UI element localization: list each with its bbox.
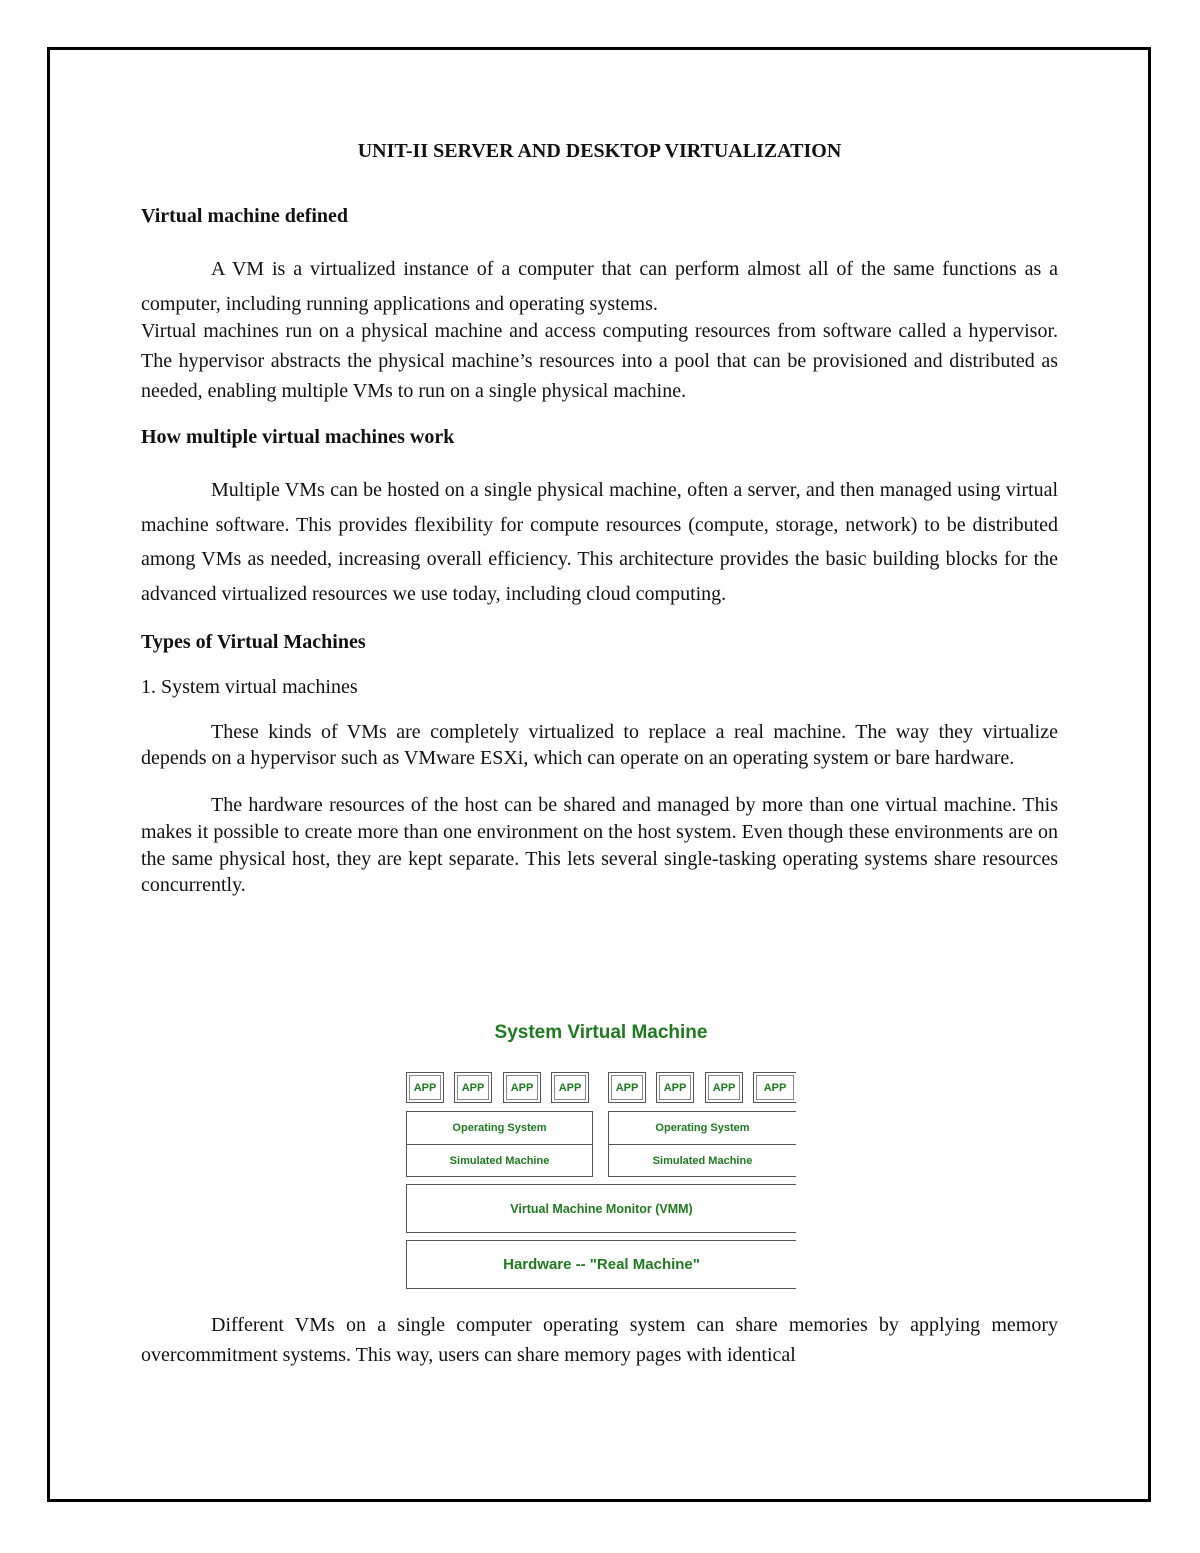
- app-box: APP: [551, 1072, 589, 1103]
- app-box: APP: [608, 1072, 646, 1103]
- paragraph-vm-defined-1: A VM is a virtualized instance of a computer that can perform almost all of the same functions as a computer, including running applications and operating systems.: [141, 258, 1058, 315]
- simulated-machine-box: Simulated Machine: [406, 1144, 593, 1177]
- heading-multiple-vms: How multiple virtual machines work: [141, 426, 455, 448]
- heading-vm-defined: Virtual machine defined: [141, 205, 349, 227]
- paragraph-multiple-vms: Multiple VMs can be hosted on a single physical machine, often a server, and then managed using virtual machine software. This provides flexibility for compute resources (compute, storage, network) to be distributed among VMs as needed, increasing overall efficiency. This architecture provides the basic building blocks for the advanced virtualized resources we use today, including cloud computing.: [141, 479, 1058, 605]
- app-box: APP: [656, 1072, 694, 1103]
- app-box: APP: [705, 1072, 743, 1103]
- operating-system-box: Operating System: [406, 1111, 593, 1145]
- app-box: APP: [454, 1072, 492, 1103]
- system-vm-diagram: [406, 1022, 796, 1292]
- operating-system-box: Operating System: [608, 1111, 796, 1145]
- subheading-system-vm: 1. System virtual machines: [141, 676, 358, 698]
- paragraph-vm-defined-2: Virtual machines run on a physical machine and access computing resources from software called a hypervisor. The hypervisor abstracts the physical machine’s resources into a pool that can be provisioned and distributed as needed, enabling multiple VMs to run on a single physical machine.: [141, 320, 1058, 402]
- simulated-machine-box: Simulated Machine: [608, 1144, 796, 1177]
- paragraph-types-1: These kinds of VMs are completely virtualized to replace a real machine. The way they virtualize depends on a hypervisor such as VMware ESXi, which can operate on an operating system or bare hardware.: [141, 720, 1058, 770]
- heading-types: Types of Virtual Machines: [141, 631, 366, 653]
- paragraph-types-2: The hardware resources of the host can be shared and managed by more than one virtual machine. This makes it possible to create more than one environment on the host system. Even though these environments are on the same physical host, they are kept separate. This lets several single-tasking operating systems share resources concurrently.: [141, 794, 1058, 897]
- app-box: APP: [406, 1072, 444, 1103]
- hardware-box: Hardware -- "Real Machine": [406, 1240, 796, 1289]
- vmm-box: Virtual Machine Monitor (VMM): [406, 1184, 796, 1233]
- app-box: APP: [753, 1072, 796, 1103]
- paragraph-types-3: Different VMs on a single computer operating system can share memories by applying memory overcommitment systems. This way, users can share memory pages with identical: [141, 1314, 1058, 1366]
- page-title: UNIT-II SERVER AND DESKTOP VIRTUALIZATION: [357, 140, 842, 162]
- app-box: APP: [503, 1072, 541, 1103]
- diagram-title: System Virtual Machine: [494, 1022, 708, 1043]
